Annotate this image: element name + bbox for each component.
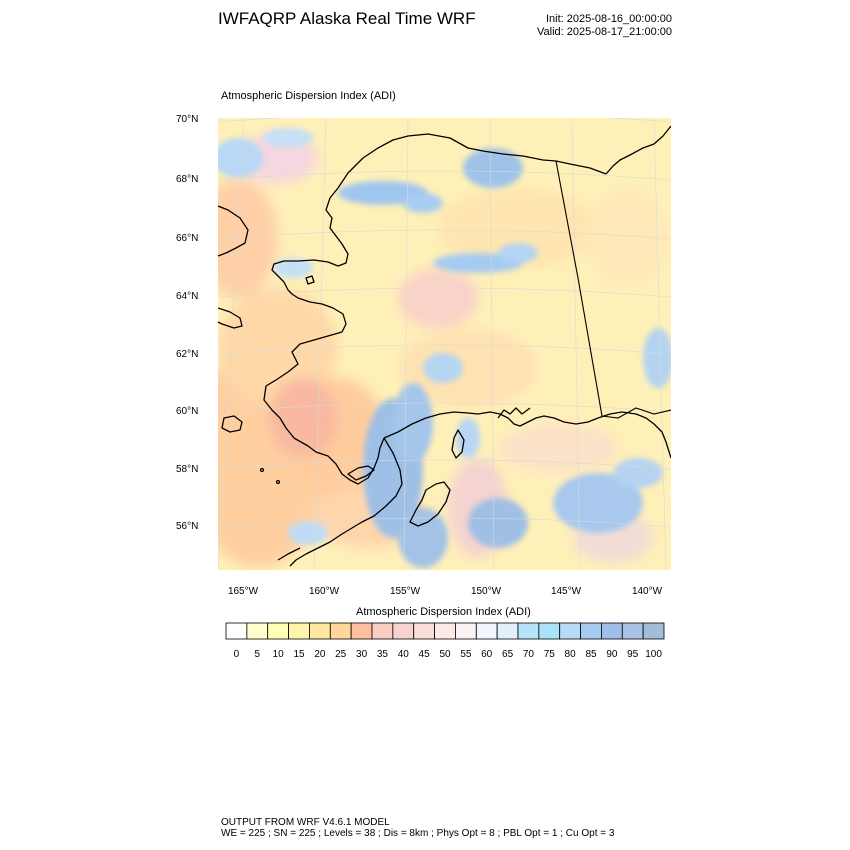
colorbar-swatch	[476, 623, 497, 639]
colorbar-swatch	[289, 623, 310, 639]
colorbar-label: 100	[645, 649, 662, 660]
colorbar-swatch	[309, 623, 330, 639]
lat-label: 64°N	[176, 291, 199, 302]
colorbar-label: 50	[439, 649, 451, 660]
colorbar-swatch	[435, 623, 456, 639]
colorbar-swatch	[268, 623, 289, 639]
colorbar-swatch	[581, 623, 602, 639]
lat-label: 66°N	[176, 233, 199, 244]
colorbar-label: 10	[272, 649, 284, 660]
colorbar-label: 90	[606, 649, 618, 660]
colorbar-label: 0	[233, 649, 240, 660]
lon-label: 160°W	[308, 586, 340, 597]
lat-label: 68°N	[176, 174, 199, 185]
lat-label: 60°N	[176, 406, 199, 417]
colorbar-swatch	[643, 623, 664, 639]
colorbar-swatch	[518, 623, 539, 639]
lat-label: 56°N	[176, 521, 199, 532]
adi-field-map	[218, 118, 671, 570]
colorbar-swatch	[414, 623, 435, 639]
field-title: Atmospheric Dispersion Index (ADI)	[221, 90, 396, 102]
lon-label: 155°W	[389, 586, 421, 597]
colorbar-swatch	[351, 623, 372, 639]
lon-label: 140°W	[631, 586, 663, 597]
colorbar-label: 25	[335, 649, 347, 660]
colorbar-swatch	[247, 623, 268, 639]
model-info-line1: OUTPUT FROM WRF V4.6.1 MODEL	[221, 817, 390, 828]
colorbar-swatch	[622, 623, 643, 639]
colorbar-label: 15	[293, 649, 305, 660]
colorbar-label: 70	[522, 649, 534, 660]
main-title: IWFAQRP Alaska Real Time WRF	[218, 9, 476, 28]
colorbar-swatch	[601, 623, 622, 639]
colorbar-label: 40	[397, 649, 409, 660]
lon-label: 150°W	[470, 586, 502, 597]
colorbar-label: 5	[254, 649, 261, 660]
colorbar-label: 30	[356, 649, 368, 660]
colorbar-label: 75	[543, 649, 555, 660]
lat-label: 70°N	[176, 114, 199, 125]
colorbar-label: 65	[502, 649, 514, 660]
model-info-line2: WE = 225 ; SN = 225 ; Levels = 38 ; Dis = 8km ; Phys Opt = 8 ; PBL Opt = 1 ; Cu Opt = 3	[221, 828, 615, 839]
lat-label: 62°N	[176, 349, 199, 360]
colorbar-label: 20	[314, 649, 326, 660]
colorbar-label: 55	[460, 649, 472, 660]
colorbar-label: 95	[627, 649, 639, 660]
colorbar-swatch	[226, 623, 247, 639]
colorbar-swatch	[497, 623, 518, 639]
colorbar-swatch	[455, 623, 476, 639]
colorbar-swatch	[560, 623, 581, 639]
colorbar-label: 35	[376, 649, 388, 660]
colorbar-label: 60	[481, 649, 493, 660]
colorbar-swatch	[330, 623, 351, 639]
colorbar-swatch	[539, 623, 560, 639]
map-panel	[218, 118, 671, 570]
colorbar-label: 85	[585, 649, 597, 660]
valid-time: Valid: 2025-08-17_21:00:00	[537, 26, 672, 38]
colorbar-label: 80	[564, 649, 576, 660]
colorbar-swatches	[225, 622, 667, 640]
colorbar-swatch	[372, 623, 393, 639]
init-time: Init: 2025-08-16_00:00:00	[546, 13, 672, 25]
colorbar-title: Atmospheric Dispersion Index (ADI)	[356, 606, 531, 618]
colorbar	[225, 622, 667, 645]
colorbar-swatch	[393, 623, 414, 639]
colorbar-label: 45	[418, 649, 430, 660]
lat-label: 58°N	[176, 464, 199, 475]
lon-label: 165°W	[227, 586, 259, 597]
lon-label: 145°W	[550, 586, 582, 597]
